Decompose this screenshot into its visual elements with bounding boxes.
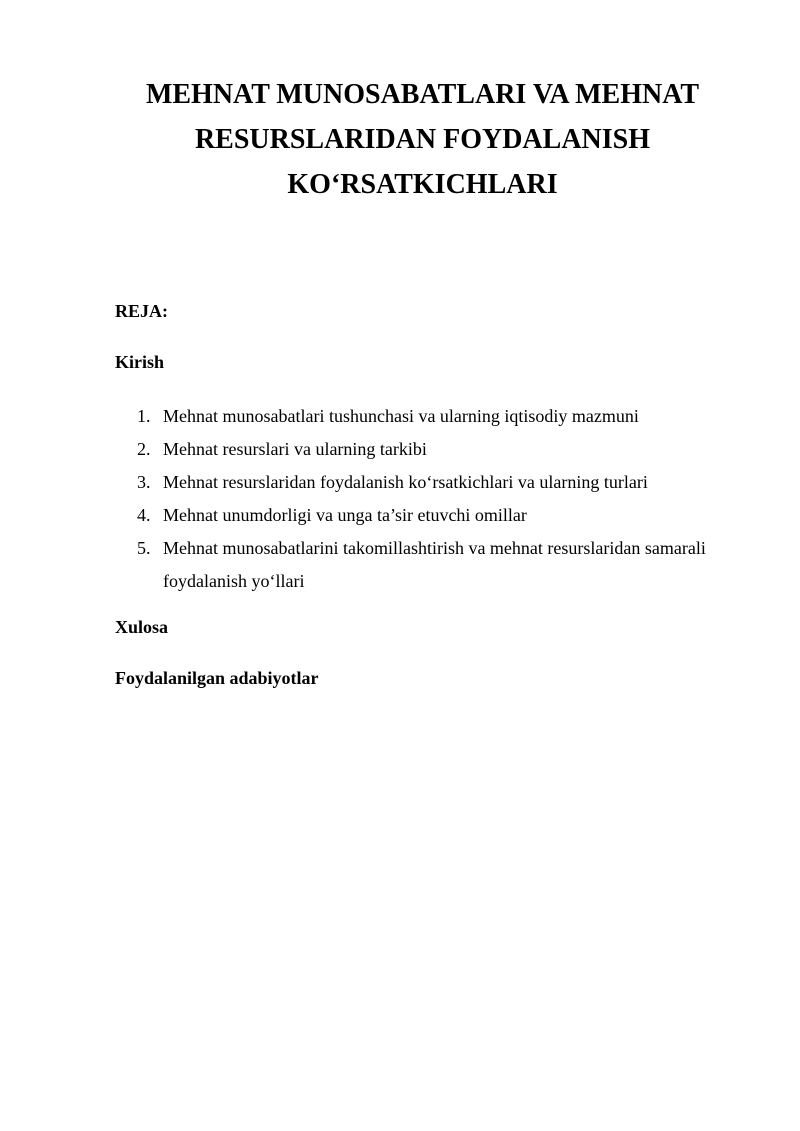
plan-item-text: Mehnat resurslaridan foydalanish ko‘rsatkichlari va ularning turlari xyxy=(163,472,648,492)
plan-item-number: 2. xyxy=(137,439,151,459)
plan-item-2 xyxy=(115,433,735,466)
plan-heading: REJA: xyxy=(115,301,168,321)
plan-item-text: Mehnat resurslari va ularning tarkibi xyxy=(163,439,427,459)
plan-item-number: 4. xyxy=(137,505,151,525)
title-line-2: RESURSLARIDAN FOYDALANISH xyxy=(194,124,651,155)
plan-item-1 xyxy=(115,400,735,433)
conclusion-heading: Xulosa xyxy=(115,617,169,637)
title-line-1: MEHNAT MUNOSABATLARI VA MEHNAT xyxy=(145,79,700,110)
document-title xyxy=(115,72,730,207)
plan-list xyxy=(115,400,735,598)
plan-item-number: 1. xyxy=(137,406,151,426)
plan-item-text: Mehnat munosabatlari tushunchasi va ularning iqtisodiy mazmuni xyxy=(163,406,639,426)
plan-item-number: 3. xyxy=(137,472,151,492)
title-line-3: KO‘RSATKICHLARI xyxy=(287,169,558,200)
intro-heading: Kirish xyxy=(115,352,165,372)
plan-item-number: 5. xyxy=(137,538,151,558)
plan-item-4 xyxy=(115,499,735,532)
plan-item-5 xyxy=(115,532,735,598)
references-heading: Foydalanilgan adabiyotlar xyxy=(115,668,319,688)
plan-item-text: Mehnat munosabatlarini takomillashtirish va mehnat resurslaridan samarali foydalanish yo‘llari xyxy=(163,538,706,591)
plan-item-text: Mehnat unumdorligi va unga ta’sir etuvchi omillar xyxy=(163,505,527,525)
plan-item-3 xyxy=(115,466,735,499)
